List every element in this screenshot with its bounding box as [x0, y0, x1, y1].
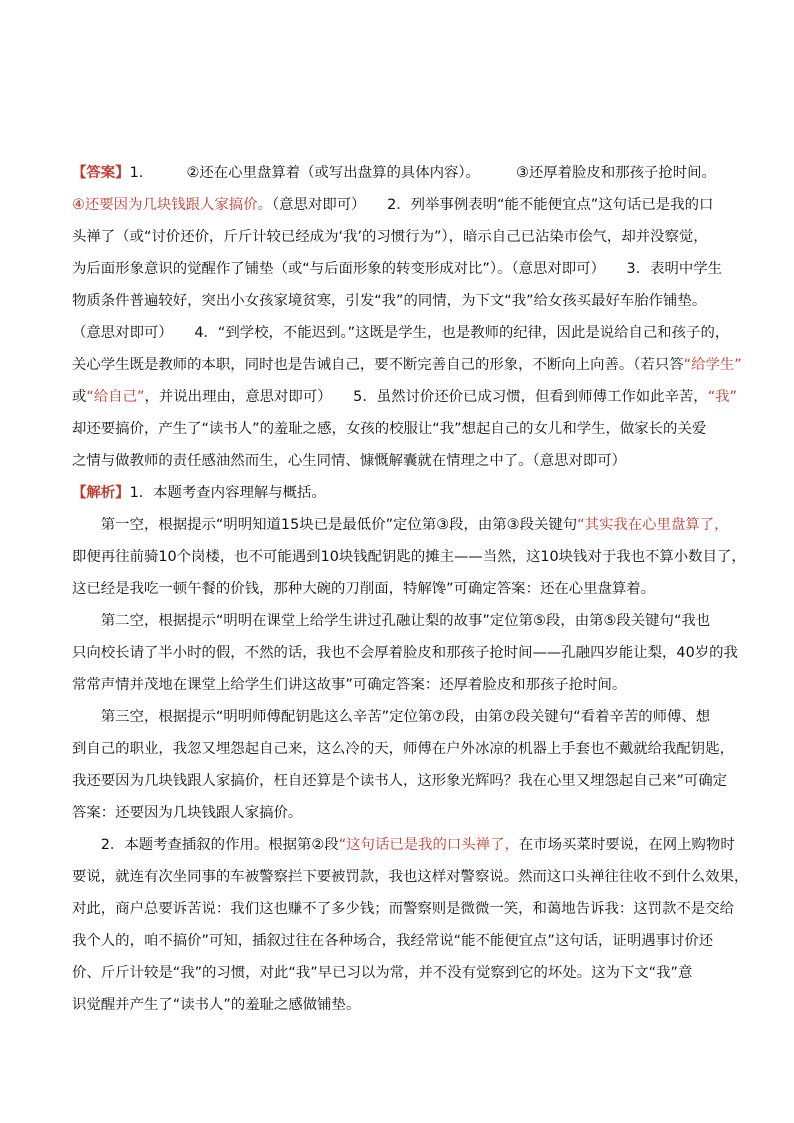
answer-label: 【答案】	[72, 165, 130, 181]
analysis-line: 2．本题考查插叙的作用。根据第②段“这句话已是我的口头禅了，在市场买菜时要说，在网上购物时	[72, 837, 735, 853]
analysis-line: 要说，就连有次坐同事的车被警察拦下要被罚款，我也这样对警察说。然而这口头禅往往收不到什么效果，	[72, 869, 749, 885]
analysis-line: 【解析】1．本题考查内容理解与概括。	[72, 485, 326, 501]
analysis-line: 识觉醒并产生了“读书人”的羞耻之感做铺垫。	[72, 997, 361, 1013]
analysis-line: 我还要因为几块钱跟人家搞价，枉自还算是个读书人，这形象光辉吗？我在心里又埋怨起自己来”可确定	[72, 773, 728, 789]
analysis-line: 第一空，根据提示“明明知道15块已是最低价”定位第③段，由第③段关键句“其实我在心里盘算了，	[72, 517, 729, 533]
analysis-line: 答案：还要因为几块钱跟人家搞价。	[72, 805, 303, 821]
analysis-line: 即便再往前骑10个岗楼，也不可能遇到10块钱配钥匙的摊主——当然，这10块钱对于我也不算小数目了，	[72, 549, 746, 565]
analysis-line: 我个人的，咱不搞价”可知，插叙过往在各种场合，我经常说“能不能便宜点”这句话，证明遇事讨价还	[72, 933, 714, 949]
answer-line: 却还要搞价，产生了“读书人”的羞耻之感，女孩的校服让“我”想起自己的女儿和学生，做家长的关爱	[72, 421, 707, 437]
answer-line: 头禅了（或“讨价还价，斤斤计较已经成为‘我’的习惯行为”），暗示自己已沾染市侩气，却并没察觉，	[72, 229, 708, 245]
analysis-line: 只向校长请了半小时的假，不然的话，我也不会厚着脸皮和那孩子抢时间——孔融四岁能让梨，40岁的我	[72, 645, 738, 661]
analysis-line: 第三空，根据提示“明明师傅配钥匙这么辛苦”定位第⑦段，由第⑦段关键句“看着辛苦的师傅、想	[72, 709, 711, 725]
answer-line: 或“给自己”，并说出理由，意思对即可） 5．虽然讨价还价已成习惯，但看到师傅工作如此辛苦，“我”	[72, 389, 738, 405]
analysis-label: 【解析】	[72, 485, 130, 501]
analysis-line: 到自己的职业，我忽又埋怨起自己来，这么冷的天，师傅在户外冰凉的机器上手套也不戴就给我配钥匙，	[72, 741, 734, 757]
answer-line: 关心学生既是教师的本职，同时也是告诫自己，要不断完善自己的形象，不断向上向善。（若只答“给学生”	[72, 357, 742, 373]
answer-line: 为后面形象意识的觉醒作了铺垫（或“与后面形象的转变形成对比”）。（意思对即可） 3．表明中学生	[72, 261, 723, 277]
answer-line: 物质条件普遍较好，突出小女孩家境贫寒，引发“我”的同情，为下文“我”给女孩买最好车胎作铺垫。	[72, 293, 707, 309]
answer-line: ④还要因为几块钱跟人家搞价。（意思对即可） 2．列举事例表明“能不能便宜点”这句话已是我的口	[72, 197, 714, 213]
analysis-line: 第二空，根据提示“明明在课堂上给学生讲过孔融让梨的故事”定位第⑤段，由第⑤段关键句“我也	[72, 613, 711, 629]
analysis-line: 常常声情并茂地在课堂上给学生们讲这故事”可确定答案：还厚着脸皮和那孩子抢时间。	[72, 677, 627, 693]
analysis-line: 价、斤斤计较是“我”的习惯，对此“我”早已习以为常，并不没有觉察到它的坏处。这为下文“我”意	[72, 965, 693, 981]
analysis-line: 对此，商户总要诉苦说：我们这也赚不了多少钱；而警察则是微微一笑，和蔼地告诉我：这罚款不是交给	[72, 901, 734, 917]
answer-line: （意思对即可） 4．“到学校，不能迟到。”这既是学生，也是教师的纪律，因此是说给自己和孩子的，	[72, 325, 730, 341]
analysis-line: 这已经是我吃一顿午餐的价钱，那种大碗的刀削面，特解馋”可确定答案：还在心里盘算着。	[72, 581, 656, 597]
answer-line: 【答案】1. ②还在心里盘算着（或写出盘算的具体内容）。 ③还厚着脸皮和那孩子抢时间。	[72, 165, 716, 181]
answer-line: 之情与做教师的责任感油然而生，心生同情、慷慨解囊就在情理之中了。（意思对即可）	[72, 453, 627, 469]
